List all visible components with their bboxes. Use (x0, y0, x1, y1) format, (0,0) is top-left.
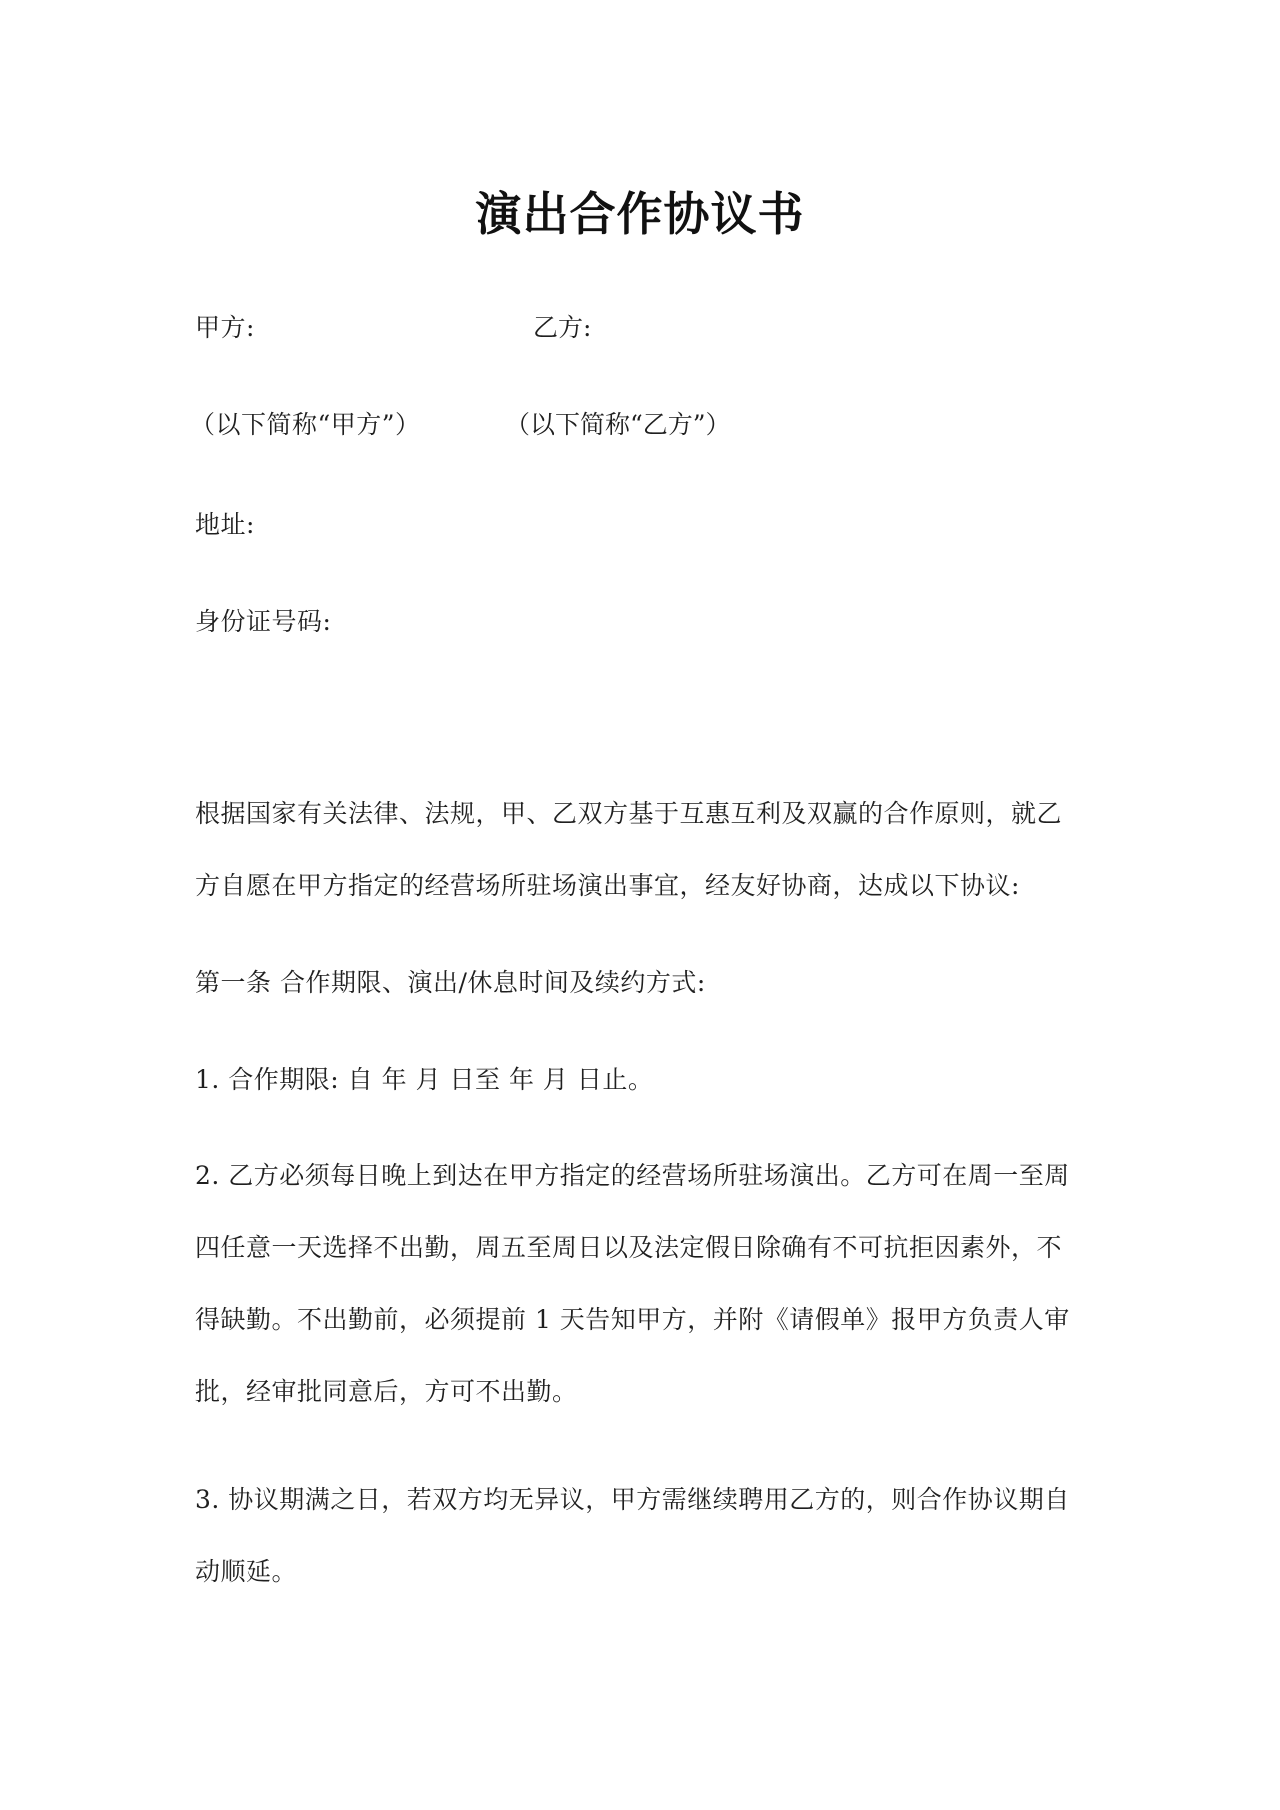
preamble-line: 根据国家有关法律、法规，甲、乙双方基于互惠互利及双赢的合作原则，就乙 (195, 799, 1063, 828)
id-number-label: 身份证号码: (195, 607, 332, 636)
party-a-alias: （以下简称“甲方”） (190, 410, 421, 439)
clause-2-line: 得缺勤。不出勤前，必须提前 1 天告知甲方，并附《请假单》报甲方负责人审 (195, 1305, 1070, 1334)
clause-3-line: 3. 协议期满之日，若双方均无异议，甲方需继续聘用乙方的，则合作协议期自 (195, 1485, 1070, 1514)
clause-2-paragraph (195, 1140, 1085, 1428)
party-b-label: 乙方: (533, 313, 592, 342)
document-title: 演出合作协议书 (475, 187, 805, 241)
preamble-line: 方自愿在甲方指定的经营场所驻场演出事宜，经友好协商，达成以下协议: (195, 871, 1020, 900)
clause-3-line: 动顺延。 (195, 1557, 298, 1586)
clause-2-line: 2. 乙方必须每日晚上到达在甲方指定的经营场所驻场演出。乙方可在周一至周 (195, 1161, 1070, 1190)
clause-2-line: 四任意一天选择不出勤，周五至周日以及法定假日除确有不可抗拒因素外，不 (195, 1233, 1063, 1262)
clause-1: 1. 合作期限: 自 年 月 日至 年 月 日止。 (195, 1065, 654, 1094)
clause-3-paragraph (195, 1464, 1085, 1608)
party-b-alias: （以下简称“乙方”） (505, 410, 731, 439)
article-1-heading: 第一条 合作期限、演出/休息时间及续约方式: (195, 968, 706, 997)
clause-2-line: 批，经审批同意后，方可不出勤。 (195, 1377, 578, 1406)
party-a-label: 甲方: (195, 313, 255, 342)
preamble-paragraph (195, 778, 1085, 922)
address-label: 地址: (195, 510, 255, 539)
